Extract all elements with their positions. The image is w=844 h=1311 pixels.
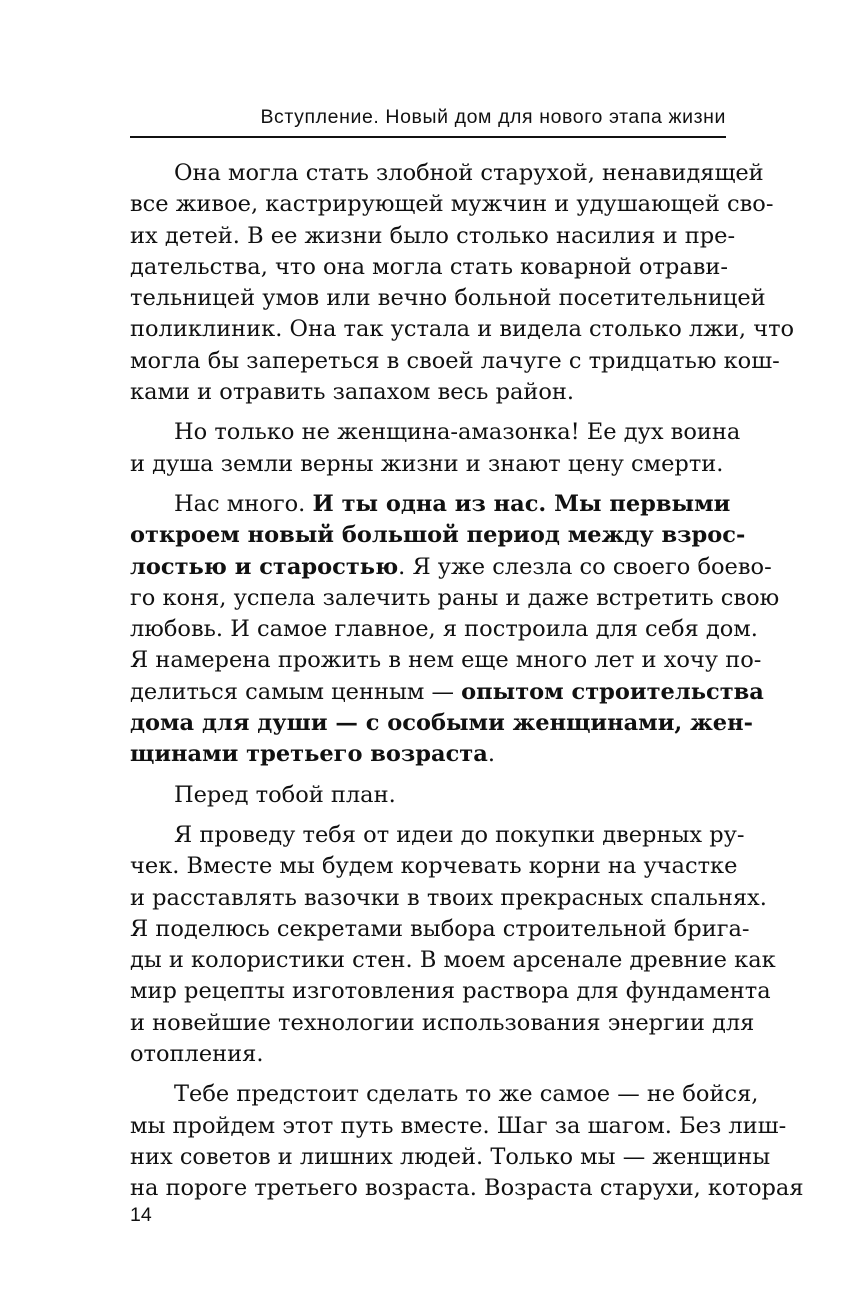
text-segment: поликлиник. Она так устала и видела столько лжи, что	[130, 316, 795, 343]
text-segment: ды и колористики стен. В моем арсенале древние как	[130, 947, 776, 974]
paragraph	[130, 158, 795, 408]
text-line	[130, 820, 745, 851]
text-line	[130, 489, 731, 520]
body-text	[130, 158, 804, 1205]
text-segment: на пороге третьего возраста. Возраста старухи, которая	[130, 1175, 804, 1202]
text-segment: Перед тобой план.	[174, 781, 396, 808]
text-line	[130, 283, 766, 314]
text-line	[130, 976, 771, 1007]
text-line	[130, 1079, 759, 1110]
text-segment: . Я уже слезла со своего боево-	[398, 553, 772, 580]
bold-text: лостью и старостью	[130, 553, 399, 580]
text-line	[130, 851, 738, 882]
text-segment: их детей. В ее жизни было столько насилия и пре-	[130, 222, 736, 249]
text-line	[130, 1142, 771, 1173]
text-line	[130, 417, 741, 448]
text-segment: чек. Вместе мы будем корчевать корни на участке	[130, 853, 738, 880]
text-segment: Нас много.	[174, 490, 313, 517]
text-segment: них советов и лишних людей. Только мы — женщины	[130, 1143, 771, 1170]
paragraph	[130, 820, 776, 1070]
text-line	[130, 883, 767, 914]
text-segment: и новейшие технологии использования энергии для	[130, 1009, 755, 1036]
text-segment: Я намерена прожить в нем еще много лет и хочу по-	[130, 647, 762, 674]
text-segment: мы пройдем этот путь вместе. Шаг за шагом. Без лиш-	[130, 1112, 787, 1139]
text-segment: могла бы запереться в своей лачуге с тридцатью кош-	[130, 347, 780, 374]
text-line	[130, 189, 774, 220]
page-number: 14	[130, 1204, 152, 1226]
text-segment: Тебе предстоит сделать то же самое — не бойся,	[174, 1081, 759, 1108]
text-line	[130, 1039, 726, 1070]
text-segment: дательства, что она могла стать коварной отрави-	[130, 253, 729, 280]
text-segment: все живое, кастрирующей мужчин и удушающей сво-	[130, 191, 774, 218]
text-line	[130, 739, 726, 770]
paragraph	[130, 489, 780, 771]
text-segment: Я поделюсь секретами выбора строительной брига-	[130, 915, 750, 942]
text-line	[130, 346, 780, 377]
bold-text: И ты одна из нас. Мы первыми	[312, 490, 731, 517]
text-segment: Я проведу тебя от идеи до покупки дверных ру-	[174, 821, 745, 848]
text-line	[130, 1008, 755, 1039]
text-segment: и душа земли верны жизни и знают цену смерти.	[130, 450, 724, 477]
bold-text: откроем новый большой период между взрос-	[130, 522, 746, 549]
running-header	[130, 102, 726, 138]
text-segment: мир рецепты изготовления раствора для фундамента	[130, 978, 771, 1005]
text-segment: го коня, успела залечить раны и даже встретить свою	[130, 584, 780, 611]
text-segment: ками и отравить запахом весь район.	[130, 379, 575, 406]
paragraph	[130, 780, 726, 811]
text-line	[130, 780, 726, 811]
text-line	[130, 377, 726, 408]
text-line	[130, 252, 729, 283]
bold-text: щинами третьего возраста	[130, 741, 488, 768]
text-line	[130, 614, 758, 645]
text-line	[130, 221, 736, 252]
text-segment: Но только не женщина-амазонка! Ее дух воина	[174, 419, 741, 446]
text-line	[130, 914, 750, 945]
text-line	[130, 449, 726, 480]
text-line	[130, 552, 772, 583]
text-line	[130, 708, 753, 739]
text-line	[130, 158, 764, 189]
text-line	[130, 677, 764, 708]
text-line	[130, 583, 780, 614]
text-segment: любовь. И самое главное, я построила для себя дом.	[130, 616, 758, 643]
text-segment: тельницей умов или вечно больной посетительницей	[130, 285, 766, 312]
text-segment: делиться самым ценным —	[130, 678, 462, 705]
bold-text: дома для души — с особыми женщинами, жен-	[130, 710, 753, 737]
text-segment: отопления.	[130, 1041, 264, 1068]
paragraph	[130, 417, 741, 480]
text-line	[130, 520, 746, 551]
text-segment: .	[487, 741, 495, 768]
text-line	[130, 1111, 787, 1142]
text-line	[130, 645, 762, 676]
text-segment: и расставлять вазочки в твоих прекрасных спальнях.	[130, 884, 767, 911]
bold-text: опытом строительства	[461, 678, 764, 705]
running-header-title: Вступление. Новый дом для нового этапа жизни	[260, 106, 726, 128]
text-segment: Она могла стать злобной старухой, ненавидящей	[174, 160, 764, 186]
text-line	[130, 1173, 804, 1204]
text-line	[130, 314, 795, 345]
text-line	[130, 945, 776, 976]
paragraph	[130, 1079, 804, 1204]
